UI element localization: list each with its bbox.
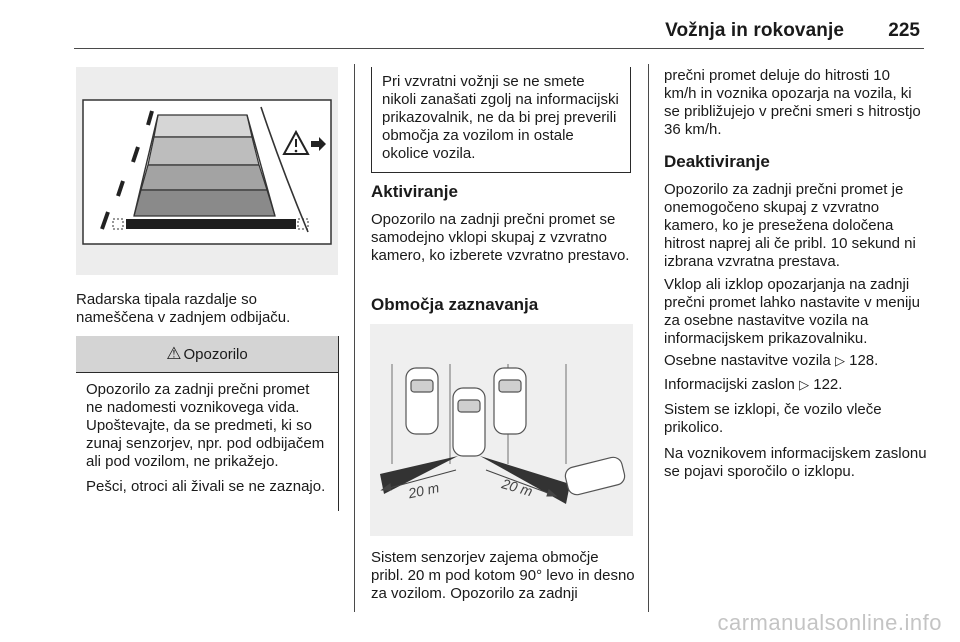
- header-rule: [74, 48, 924, 49]
- own-car: [453, 388, 485, 456]
- parked-car-right: [494, 368, 526, 434]
- warning-paragraph-1: Opozorilo za zadnji prečni promet ne nadomesti voznikovega vida. Upoštevajte, da se predmeti, ki so zunaj senzorjev, npr. pod odbijačem ali pod vozilom, ne prikažejo.: [86, 381, 325, 470]
- footer-watermark: carmanualsonline.info: [717, 610, 942, 635]
- zone-label-left: 20 m: [406, 479, 441, 502]
- guide-zone-4: [134, 190, 275, 216]
- heading-deactivation: Deaktiviranje: [664, 152, 770, 171]
- heading-activation: Aktiviranje: [371, 182, 458, 201]
- warning-header: [76, 336, 338, 373]
- detection-zones-figure: [370, 324, 633, 536]
- col3-continued-text: prečni promet deluje do hitrosti 10 km/h in voznika opozarja na vozila, ki se približujejo v prečni smeri s hitrostjo 36 km/h.: [664, 67, 921, 138]
- warning-box: [76, 336, 339, 511]
- deactivation-text: Opozorilo za zadnji prečni promet je onemogočeno skupaj z vzvratno kamero, ko je presežena določena hitrost naprej ali če pribl. 10 sekund ni izbrana vzvratna prestava.: [664, 181, 916, 270]
- column-divider-1: [354, 64, 355, 612]
- note-box: [371, 67, 631, 173]
- page-header-title: Vožnja in rokovanje: [665, 20, 844, 41]
- approaching-car: [563, 455, 626, 496]
- guide-zone-3: [141, 165, 267, 190]
- trailer-text: Sistem se izklopi, če vozilo vleče prikolico.: [664, 401, 882, 436]
- message-text: Na voznikovem informacijskem zaslonu se pojavi sporočilo o izklopu.: [664, 445, 927, 480]
- guide-zone-1: [154, 115, 252, 137]
- bumper-bar: [126, 219, 296, 229]
- toggle-setting-text: Vklop ali izklop opozarjanja na zadnji prečni promet lahko nastavite v meniju za osebne nastavitve vozila na informacijskem prikazovalniku.: [664, 276, 920, 347]
- page-reference-icon: ▷: [834, 353, 845, 368]
- warning-paragraph-2: Pešci, otroci ali živali se ne zaznajo.: [86, 478, 326, 495]
- heading-detection-zones: Območja zaznavanja: [371, 295, 539, 314]
- reference-info-display: Informacijski zaslon ▷ 122.: [664, 376, 843, 393]
- guide-zone-2: [148, 137, 259, 165]
- warning-triangle-icon: ⚠: [166, 344, 182, 363]
- reference-personal-settings: Osebne nastavitve vozila ▷ 128.: [664, 352, 879, 369]
- column-divider-2: [648, 64, 649, 612]
- page-number: 225: [888, 20, 920, 41]
- rear-camera-display-figure: [76, 67, 338, 275]
- parked-car-left: [406, 368, 438, 434]
- warning-title: Opozorilo: [183, 346, 248, 363]
- detection-zones-text: Sistem senzorjev zajema območje pribl. 20 m pod kotom 90° levo in desno za vozilom. Opozorilo za zadnji: [371, 549, 635, 602]
- zone-label-right: 20 m: [500, 475, 535, 500]
- note-text: Pri vzvratni vožnji se ne smete nikoli zanašati zgolj na informacijski prikazovalnik, ne da bi prej preverili območja za vozilom in ostale okolice vozila.: [382, 73, 619, 162]
- activation-text: Opozorilo na zadnji prečni promet se samodejno vklopi skupaj z vzvratno kamero, ko izberete vzvratno prestavo.: [371, 211, 630, 264]
- figure1-caption: Radarska tipala razdalje so nameščena v zadnjem odbijaču.: [76, 291, 291, 326]
- page-reference-icon: ▷: [799, 377, 810, 392]
